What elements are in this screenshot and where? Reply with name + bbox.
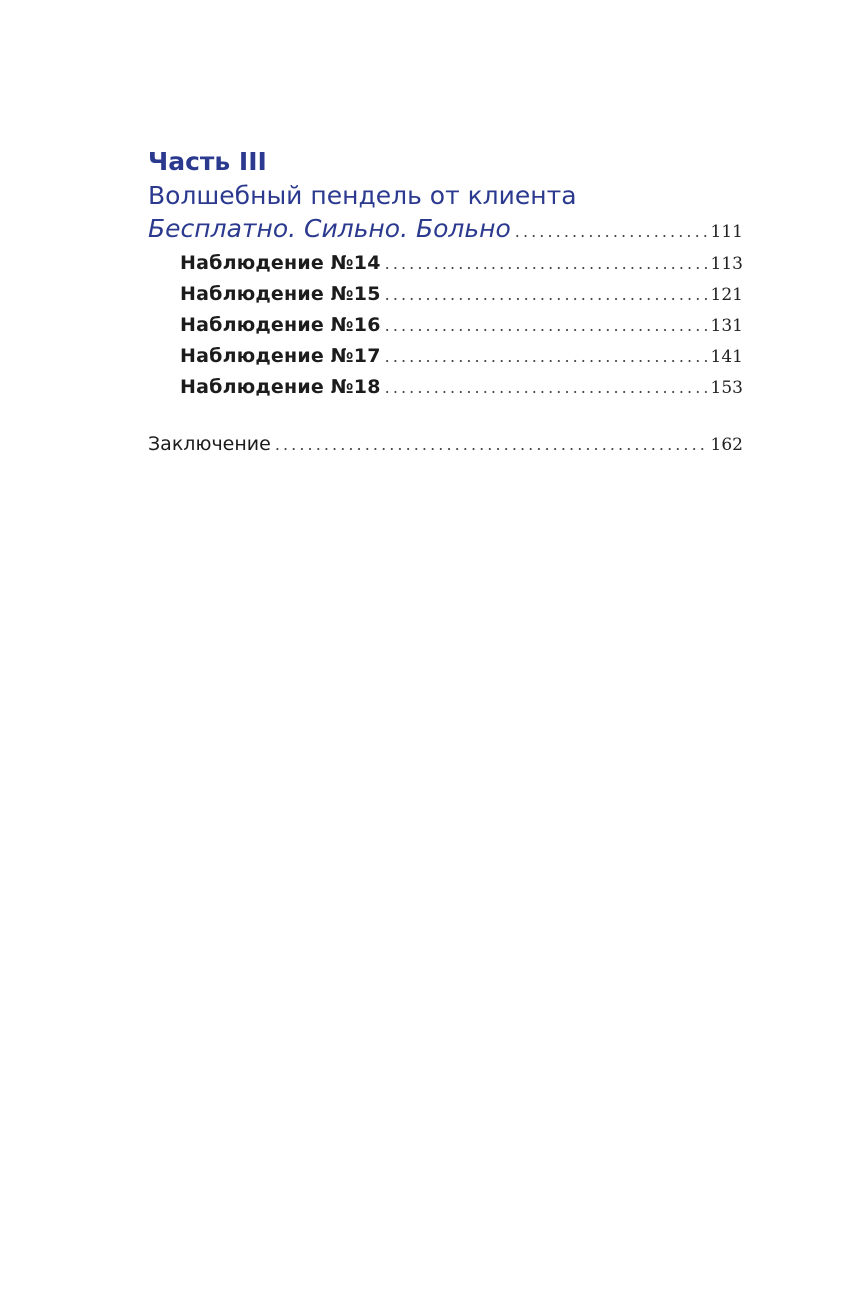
toc-section-entry[interactable]: [148, 214, 743, 250]
conclusion-title: Заключение: [148, 433, 271, 455]
section-page-number: 111: [710, 222, 743, 242]
toc-chapter-entry-15[interactable]: [148, 283, 743, 314]
dot-leader: [385, 254, 707, 273]
toc-conclusion-entry[interactable]: [148, 433, 743, 467]
chapter-page-number: 131: [710, 316, 743, 336]
chapter-list: [148, 252, 743, 407]
toc-chapter-entry-18[interactable]: [148, 376, 743, 407]
table-of-contents: [148, 146, 743, 467]
chapter-page-number: 141: [710, 347, 743, 367]
dot-leader: [515, 222, 707, 241]
chapter-page-number: 121: [710, 285, 743, 305]
part-title-heading: Волшебный пендель от клиента: [148, 181, 577, 210]
dot-leader: [275, 435, 707, 454]
dot-leader: [385, 347, 707, 366]
chapter-page-number: 153: [710, 378, 743, 398]
part-number-heading: Часть III: [148, 147, 267, 176]
conclusion-page-number: 162: [710, 435, 743, 455]
dot-leader: [385, 378, 707, 397]
chapter-title: Наблюдение №16: [180, 314, 381, 336]
chapter-title: Наблюдение №17: [180, 345, 381, 367]
section-title: Бесплатно. Сильно. Больно: [148, 214, 511, 243]
dot-leader: [385, 316, 707, 335]
toc-chapter-entry-17[interactable]: [148, 345, 743, 376]
chapter-title: Наблюдение №14: [180, 252, 381, 274]
chapter-title: Наблюдение №15: [180, 283, 381, 305]
chapter-title: Наблюдение №18: [180, 376, 381, 398]
toc-chapter-entry-16[interactable]: [148, 314, 743, 345]
chapter-page-number: 113: [710, 254, 743, 274]
toc-chapter-entry-14[interactable]: [148, 252, 743, 283]
dot-leader: [385, 285, 707, 304]
